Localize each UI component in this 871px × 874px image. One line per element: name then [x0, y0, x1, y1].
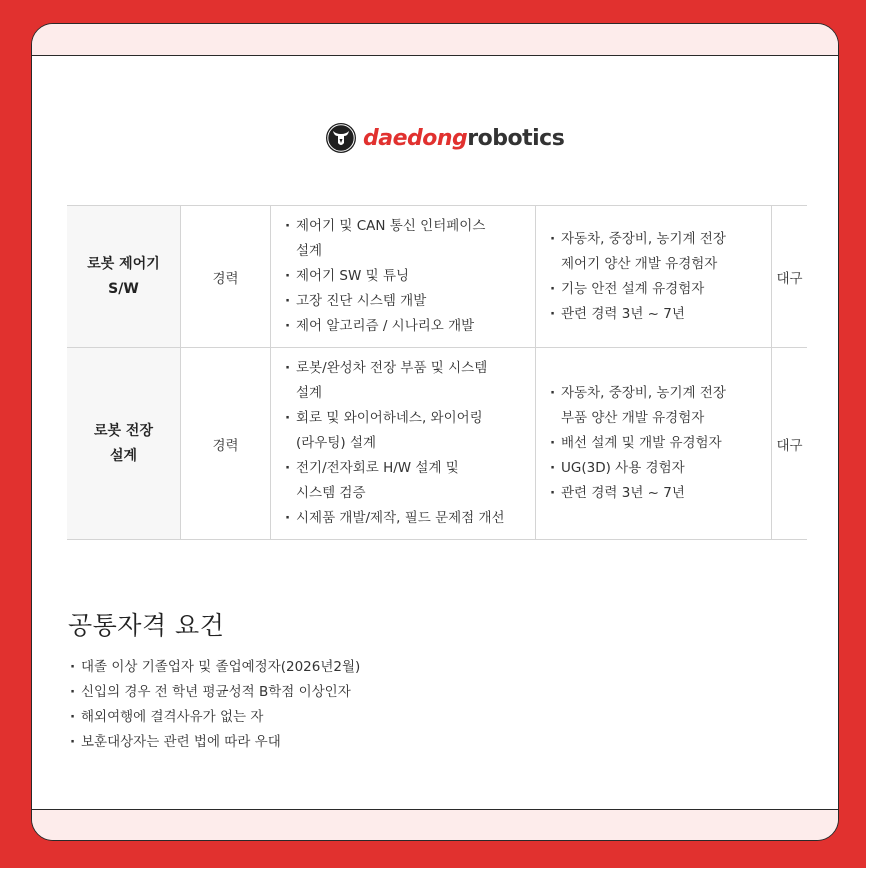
job-qualification-item [550, 381, 771, 431]
job-location-cell: 대구 [772, 206, 808, 348]
bottom-band [32, 809, 838, 840]
job-role-text: S/W [108, 280, 139, 297]
job-duty-item-text: · 회로 및 와이어하네스, 와이어링 [296, 410, 483, 426]
company-logo [325, 122, 564, 154]
job-duty-item [285, 506, 535, 531]
job-duty-item [285, 314, 535, 339]
job-qualification-list [550, 227, 771, 327]
job-qualification-item-text: · 자동차, 중장비, 농기계 전장 [561, 385, 726, 401]
job-qualification-item-text: 제어기 양산 개발 유경험자 [561, 255, 718, 272]
job-qualification-list [550, 381, 771, 506]
bull-head-icon [325, 122, 357, 154]
job-duty-item [285, 356, 535, 406]
content-card [31, 23, 839, 841]
job-duty-item [285, 289, 535, 314]
job-qualification-item-text: · 관련 경력 3년 ~ 7년 [561, 485, 685, 501]
requirement-item: · 해외여행에 결격사유가 없는 자 [70, 705, 360, 730]
job-type-cell: 경력 [181, 206, 271, 348]
top-band [32, 24, 838, 56]
job-type-cell: 경력 [181, 348, 271, 540]
job-row [67, 206, 807, 348]
job-role-cell [67, 206, 181, 348]
job-qualification-item-text: · UG(3D) 사용 경험자 [561, 460, 685, 476]
logo-wordmark [363, 126, 564, 151]
job-qualification-item [550, 481, 771, 506]
logo-brand: daedong [363, 125, 468, 151]
requirements-list [70, 655, 360, 755]
requirement-item: · 보훈대상자는 관련 법에 따라 우대 [70, 730, 360, 755]
job-role-cell [67, 348, 181, 540]
job-qualification-item [550, 227, 771, 277]
logo-suffix: robotics [467, 125, 565, 151]
job-duty-cell [271, 348, 536, 540]
job-duty-item-text: · 제어기 SW 및 튜닝 [296, 268, 410, 284]
job-qualification-item [550, 302, 771, 327]
job-location-cell: 대구 [772, 348, 808, 540]
job-duty-list [285, 214, 535, 339]
requirement-item: · 신입의 경우 전 학년 평균성적 B학점 이상인자 [70, 680, 360, 705]
job-role-text: 설계 [109, 447, 138, 464]
job-duty-item [285, 264, 535, 289]
job-table [67, 205, 807, 540]
job-qualification-item-text: 부품 양산 개발 유경험자 [561, 410, 705, 426]
job-duty-item-text: 시스템 검증 [296, 485, 366, 501]
job-duty-item-text: · 로봇/완성차 전장 부품 및 시스템 [296, 360, 488, 376]
job-duty-item-text: · 제어기 및 CAN 통신 인터페이스 [296, 218, 486, 234]
job-duty-item [285, 214, 535, 264]
job-duty-item-text: 설계 [296, 385, 323, 401]
job-qualification-item-text: · 기능 안전 설계 유경험자 [561, 280, 705, 297]
job-duty-list [285, 356, 535, 531]
job-row [67, 348, 807, 540]
job-duty-item-text: · 시제품 개발/제작, 필드 문제점 개선 [296, 510, 505, 526]
job-duty-item [285, 406, 535, 456]
job-duty-item-text: · 전기/전자회로 H/W 설계 및 [296, 460, 459, 476]
job-duty-item-text: · 고장 진단 시스템 개발 [296, 293, 427, 309]
job-qualification-cell [536, 348, 772, 540]
job-duty-item [285, 456, 535, 506]
job-qualification-item-text: · 자동차, 중장비, 농기계 전장 [561, 230, 726, 247]
job-qualification-item [550, 431, 771, 456]
job-duty-cell [271, 206, 536, 348]
job-qualification-item-text: · 배선 설계 및 개발 유경험자 [561, 435, 722, 451]
job-duty-item-text: · 제어 알고리즘 / 시나리오 개발 [296, 318, 475, 334]
job-role-text: 로봇 제어기 [87, 255, 160, 272]
requirements-title: 공통자격 요건 [68, 611, 225, 640]
requirement-item: · 대졸 이상 기졸업자 및 졸업예정자(2026년2월) [70, 655, 360, 680]
job-duty-item-text: (라우팅) 설계 [296, 435, 377, 451]
job-duty-item-text: 설계 [296, 243, 323, 259]
job-qualification-item-text: · 관련 경력 3년 ~ 7년 [561, 305, 685, 322]
job-role-text: 로봇 전장 [94, 422, 153, 439]
job-qualification-item [550, 456, 771, 481]
job-qualification-item [550, 277, 771, 302]
job-qualification-cell [536, 206, 772, 348]
